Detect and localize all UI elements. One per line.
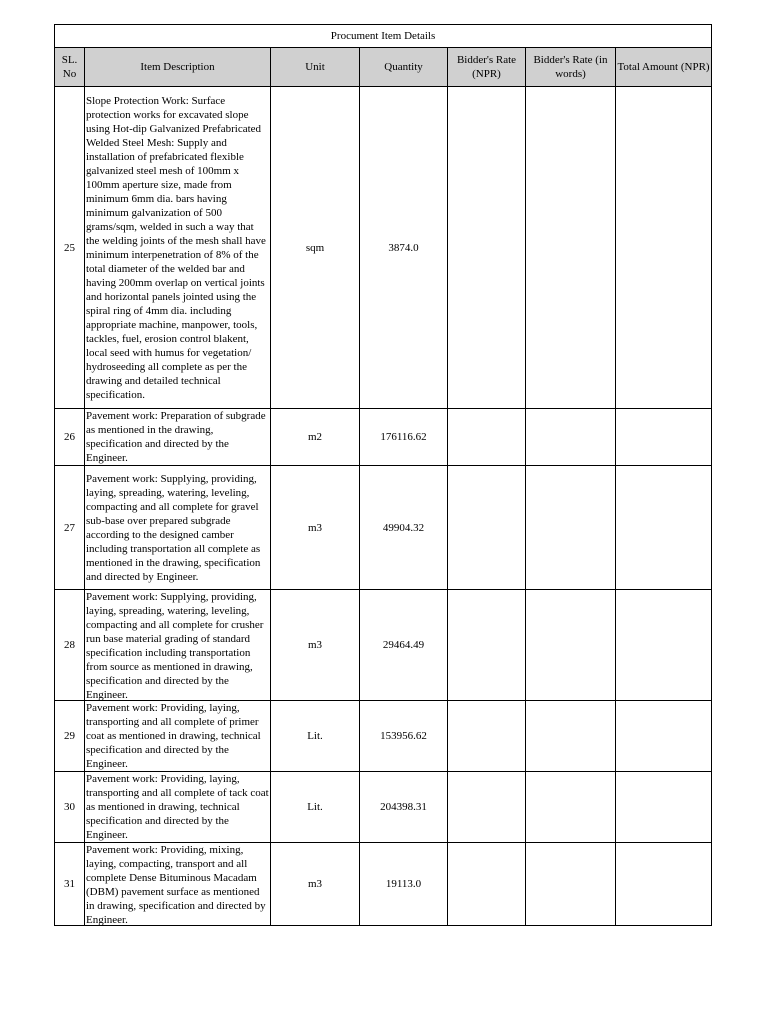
row-sl-no: 25 (55, 87, 85, 409)
row-unit: m3 (271, 466, 360, 590)
procurement-table (54, 24, 712, 926)
row-total-amount[interactable] (616, 466, 712, 590)
row-bidders-rate-words[interactable] (526, 409, 616, 466)
row-quantity: 3874.0 (360, 87, 448, 409)
row-description: Pavement work: Preparation of subgrade as mentioned in the drawing, specification and directed by the Engineer. (85, 409, 271, 466)
table-title: Procument Item Details (55, 25, 712, 48)
header-sl-no: SL. No (55, 48, 85, 87)
row-quantity: 176116.62 (360, 409, 448, 466)
row-quantity: 153956.62 (360, 701, 448, 772)
row-total-amount[interactable] (616, 87, 712, 409)
row-unit: m3 (271, 843, 360, 926)
row-bidders-rate-npr[interactable] (448, 409, 526, 466)
row-description: Pavement work: Providing, laying, transporting and all complete of primer coat as mentioned in drawing, technical specification and directed by the Engineer. (85, 701, 271, 772)
table-row (55, 409, 712, 466)
row-sl-no: 28 (55, 590, 85, 701)
row-unit: Lit. (271, 772, 360, 843)
header-bidders-rate-npr: Bidder's Rate (NPR) (448, 48, 526, 87)
header-total-amount: Total Amount (NPR) (616, 48, 712, 87)
header-bidders-rate-words: Bidder's Rate (in words) (526, 48, 616, 87)
row-description: Pavement work: Supplying, providing, laying, spreading, watering, leveling, compacting and all complete for crusher run base material grading of standard specification including transportation from source as mentioned in drawing, specification and directed by the Engineer. (85, 590, 271, 701)
row-bidders-rate-words[interactable] (526, 843, 616, 926)
header-unit: Unit (271, 48, 360, 87)
row-unit: m2 (271, 409, 360, 466)
row-total-amount[interactable] (616, 772, 712, 843)
row-quantity: 29464.49 (360, 590, 448, 701)
row-sl-no: 26 (55, 409, 85, 466)
table-title-row (55, 25, 712, 48)
row-sl-no: 30 (55, 772, 85, 843)
table-row (55, 590, 712, 701)
row-bidders-rate-npr[interactable] (448, 701, 526, 772)
row-bidders-rate-words[interactable] (526, 590, 616, 701)
row-description: Slope Protection Work: Surface protection works for excavated slope using Hot-dip Galvanized Prefabricated Welded Steel Mesh: Supply and installation of prefabricated flexible galvanized steel mesh of 100mm x 100mm aperture size, made from minimum 6mm dia. bars having minimum galvanization of 500 grams/sqm, welded in such a way that the welding joints of the mesh shall have minimum interpenetration of 8% of the total diameter of the welded bar and having 200mm overlap on vertical joints and horizontal panels jointed using the spiral ring of 4mm dia. including appropriate machine, manpower, tools, tackles, fuel, erosion control blakent, local seed with humus for vegetation/ hydroseeding all complete as per the drawing and detailed technical specification. (85, 87, 271, 409)
table-row (55, 87, 712, 409)
header-item-description: Item Description (85, 48, 271, 87)
row-bidders-rate-words[interactable] (526, 466, 616, 590)
row-bidders-rate-words[interactable] (526, 701, 616, 772)
row-total-amount[interactable] (616, 590, 712, 701)
row-quantity: 19113.0 (360, 843, 448, 926)
row-unit: sqm (271, 87, 360, 409)
header-quantity: Quantity (360, 48, 448, 87)
row-total-amount[interactable] (616, 701, 712, 772)
row-bidders-rate-npr[interactable] (448, 590, 526, 701)
row-quantity: 49904.32 (360, 466, 448, 590)
row-unit: Lit. (271, 701, 360, 772)
table-header-row (55, 48, 712, 87)
row-bidders-rate-npr[interactable] (448, 843, 526, 926)
row-bidders-rate-npr[interactable] (448, 772, 526, 843)
row-quantity: 204398.31 (360, 772, 448, 843)
table-row (55, 772, 712, 843)
row-sl-no: 27 (55, 466, 85, 590)
row-bidders-rate-npr[interactable] (448, 466, 526, 590)
row-bidders-rate-words[interactable] (526, 87, 616, 409)
row-description: Pavement work: Providing, laying, transporting and all complete of tack coat as mentioned in drawing, technical specification and directed by the Engineer. (86, 773, 269, 841)
row-unit: m3 (271, 590, 360, 701)
table-row (55, 701, 712, 772)
row-total-amount[interactable] (616, 409, 712, 466)
table-row (55, 466, 712, 590)
row-sl-no: 31 (55, 843, 85, 926)
row-description: Pavement work: Supplying, providing, laying, spreading, watering, leveling, compacting and all complete for gravel sub-base over prepared subgrade according to the designed camber including transportation all complete as mentioned in the drawing, specification and directed by Engineer. (85, 466, 271, 590)
row-bidders-rate-words[interactable] (526, 772, 616, 843)
row-description: Pavement work: Providing, mixing, laying, compacting, transport and all complete Dense Bituminous Macadam (DBM) pavement surface as mentioned in drawing, specification and directed by Engineer. (85, 843, 271, 926)
row-bidders-rate-npr[interactable] (448, 87, 526, 409)
table-row (55, 843, 712, 926)
row-total-amount[interactable] (616, 843, 712, 926)
row-sl-no: 29 (55, 701, 85, 772)
